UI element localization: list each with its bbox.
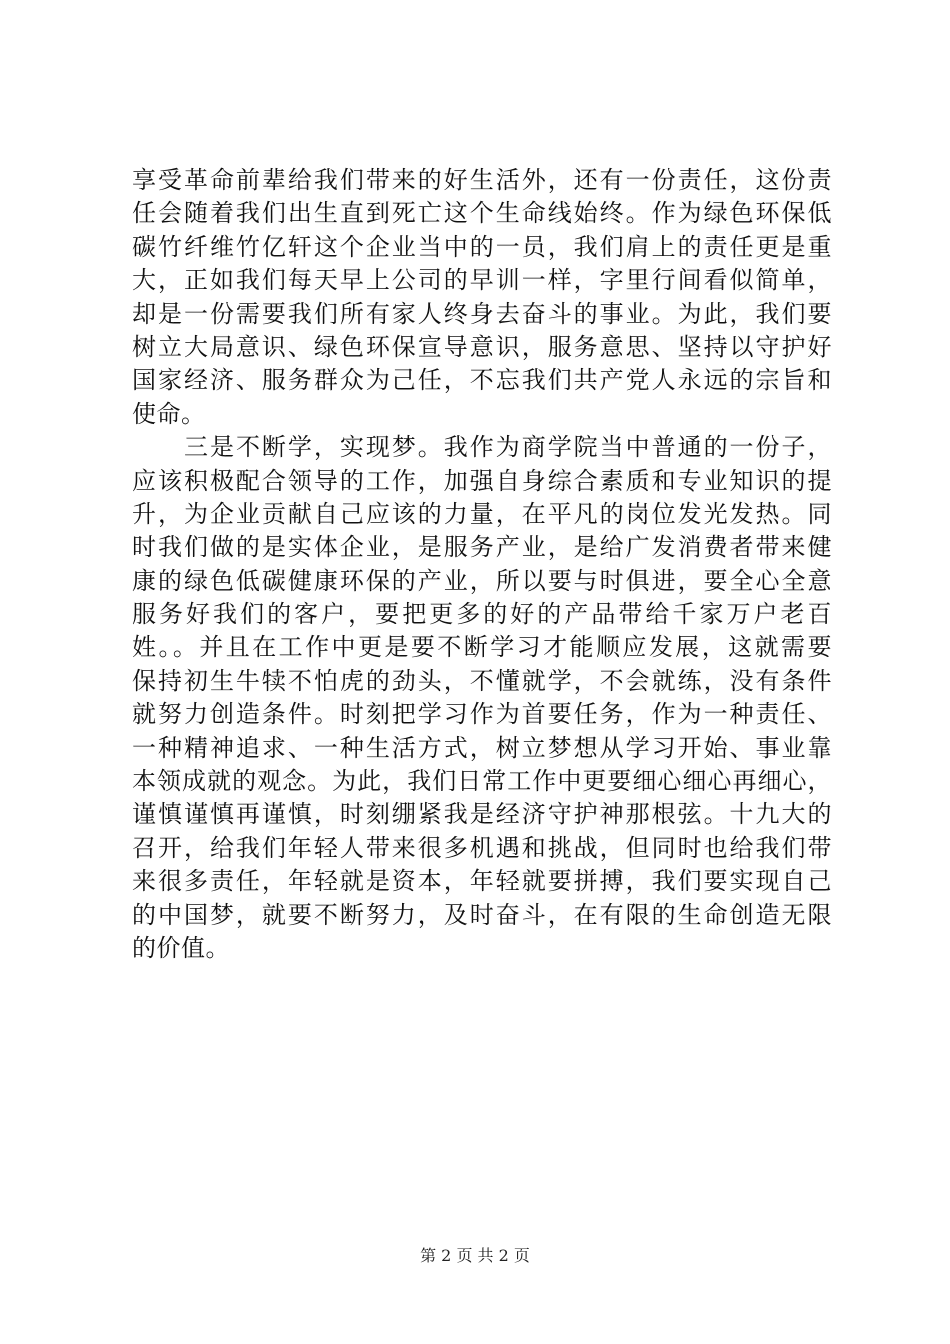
text-line: 树立大局意识、绿色环保宣导意识，服务意思、坚持以守护好 [132,332,832,361]
text-line: 国家经济、服务群众为己任，不忘我们共产党人永远的宗旨和 [132,366,832,395]
text-line: 却是一份需要我们所有家人终身去奋斗的事业。为此，我们要 [132,299,832,328]
text-line: 姓。。并且在工作中更是要不断学习才能顺应发展，这就需要 [132,633,832,662]
text-line: 康的绿色低碳健康环保的产业，所以要与时俱进，要全心全意 [132,566,832,595]
text-line: 服务好我们的客户，要把更多的好的产品带给千家万户老百 [132,600,832,629]
text-line: 一种精神追求、一种生活方式，树立梦想从学习开始、事业靠 [132,733,832,762]
paragraph-end-line: 的价值。 [132,933,230,962]
text-line: 谨慎谨慎再谨慎，时刻绷紧我是经济守护神那根弦。十九大的 [132,800,832,829]
text-line: 的中国梦，就要不断努力，及时奋斗，在有限的生命创造无限 [132,900,832,929]
text-line: 享受革命前辈给我们带来的好生活外，还有一份责任，这份责 [132,166,832,194]
page-number-footer: 第 2 页 共 2 页 [420,1246,530,1265]
document-body [132,164,832,965]
text-line: 来很多责任，年轻就是资本，年轻就要拼搏，我们要实现自己 [132,867,832,896]
text-line: 应该积极配合领导的工作，加强自身综合素质和专业知识的提 [132,466,832,495]
text-line: 召开，给我们年轻人带来很多机遇和挑战，但同时也给我们带 [132,833,832,862]
text-line: 任会随着我们出生直到死亡这个生命线始终。作为绿色环保低 [132,199,832,228]
text-line: 升，为企业贡献自己应该的力量，在平凡的岗位发光发热。同 [132,499,832,528]
text-line: 保持初生牛犊不怕虎的劲头，不懂就学，不会就练，没有条件 [132,666,832,695]
text-line: 时我们做的是实体企业，是服务产业，是给广发消费者带来健 [132,533,832,562]
paragraph-start-line: 三是不断学，实现梦。我作为商学院当中普通的一份子， [184,433,832,462]
text-line: 大，正如我们每天早上公司的早训一样，字里行间看似简单， [132,266,832,295]
text-line: 本领成就的观念。为此，我们日常工作中更要细心细心再细心， [132,767,832,796]
text-line: 就努力创造条件。时刻把学习作为首要任务，作为一种责任、 [132,700,832,729]
text-line: 碳竹纤维竹亿轩这个企业当中的一员，我们肩上的责任更是重 [132,232,832,261]
paragraph-end-line: 使命。 [132,399,206,428]
